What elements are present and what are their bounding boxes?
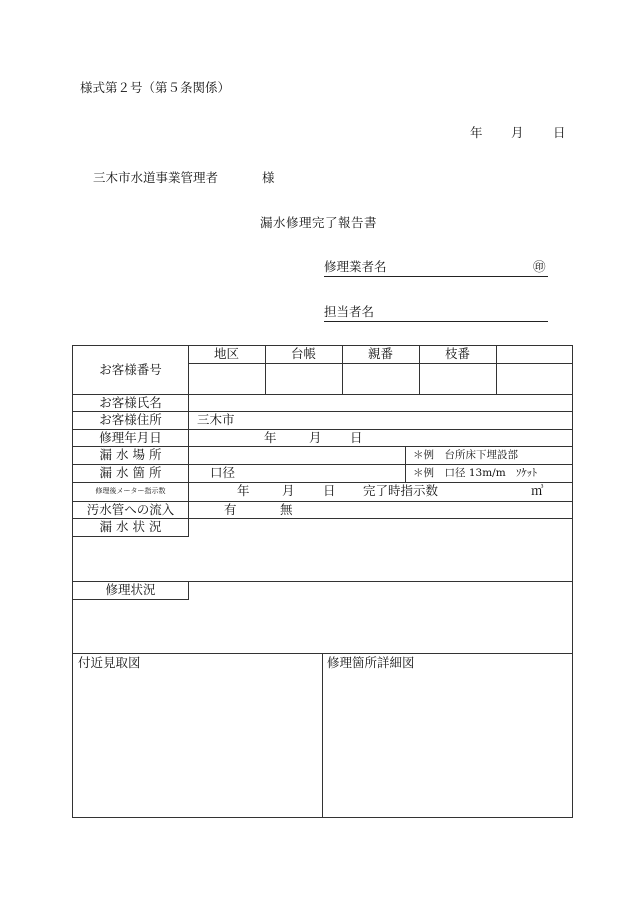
meter-completion-label: 完了時指示数 xyxy=(363,483,439,498)
addressee: 三木市水道事業管理者 xyxy=(93,170,219,185)
customer-address-label: お客様住所 xyxy=(99,412,162,427)
contractor-name-underline xyxy=(324,276,548,277)
table-line xyxy=(405,446,406,482)
leak-point-label: 漏 水 箇 所 xyxy=(99,465,162,480)
table-line xyxy=(188,363,573,364)
contractor-name-label: 修理業者名 xyxy=(324,259,387,274)
cubic-meter-unit: ㎥ xyxy=(531,483,544,498)
addressee-suffix: 様 xyxy=(262,170,275,185)
repair-date-month: 月 xyxy=(309,430,322,445)
person-in-charge-label: 担当者名 xyxy=(324,304,375,319)
leak-place-label: 漏 水 場 所 xyxy=(99,447,162,462)
meter-month: 月 xyxy=(282,483,295,498)
col-district: 地区 xyxy=(213,346,239,361)
seal-mark-icon: ㊞ xyxy=(533,259,546,274)
repair-date-label: 修理年月日 xyxy=(99,430,162,445)
sewage-no-option: 無 xyxy=(280,502,293,517)
customer-number-label: お客様番号 xyxy=(99,362,162,377)
date-month-label: 月 xyxy=(511,125,524,140)
sewage-inflow-label: 汚水管への流入 xyxy=(86,502,175,517)
leak-status-label: 漏 水 状 況 xyxy=(99,519,162,534)
customer-address-value: 三木市 xyxy=(197,412,235,427)
repair-date-year: 年 xyxy=(264,430,277,445)
leak-point-diameter: 口径 xyxy=(210,465,236,480)
col-parent-number: 親番 xyxy=(367,346,393,361)
leak-point-example: ＊例 口径 13m/m ｿｹｯﾄ xyxy=(413,467,538,479)
table-line xyxy=(72,599,189,600)
repair-status-label: 修理状況 xyxy=(105,582,156,597)
customer-name-label: お客様氏名 xyxy=(99,395,162,410)
table-line xyxy=(496,345,497,394)
col-ledger: 台帳 xyxy=(290,346,316,361)
form-number: 様式第２号（第５条関係） xyxy=(80,80,231,95)
col-branch-number: 枝番 xyxy=(444,346,470,361)
date-day-label: 日 xyxy=(553,125,566,140)
document-title: 漏水修理完了報告書 xyxy=(260,215,378,230)
repair-date-day: 日 xyxy=(350,430,363,445)
date-year-label: 年 xyxy=(470,125,483,140)
vicinity-map-label: 付近見取図 xyxy=(78,655,141,670)
meter-day: 日 xyxy=(323,483,336,498)
table-line xyxy=(322,653,323,818)
person-in-charge-underline xyxy=(324,321,548,322)
meter-reading-label: 修理後メーター指示数 xyxy=(95,487,166,495)
meter-year: 年 xyxy=(237,483,250,498)
leak-place-example: ＊例 台所床下埋設部 xyxy=(413,449,518,461)
sewage-yes-option: 有 xyxy=(224,502,237,517)
repair-detail-drawing-label: 修理箇所詳細図 xyxy=(327,655,415,670)
table-line xyxy=(72,536,189,537)
